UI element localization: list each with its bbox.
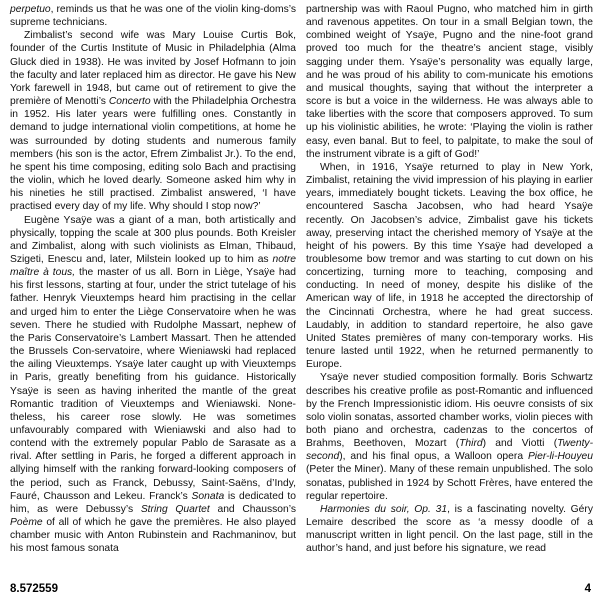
paragraph — [10, 3, 296, 29]
text-run: , reminds us that he was one of the violin king-doms’s supreme technicians. — [10, 4, 296, 29]
text-run: the master of us all. Born in Liège, Ysaÿe had his first lessons, starting at four, under the strict tutelage of his father. Henryk Vieuxtemps heard him practising in the cellar and urged him to enter the Liège Conservatoire when he was seven. There he studied with Rudolphe Massart, nephew of the Paris Conservatoire’s Lambert Massart. Then he attended the Brussels Con-servatoire, where Wieniawski had replaced the ailing Vieuxtemps. Ysaÿe later caught up with Vieuxtemps in Paris, greatly benefiting from his guidance. Historically Ysaÿe is seen as having inherited the mantle of the great Romantic tradition of Vieuxtemps and Wieniawski. None-theless, his career rose slowly. He was sometimes unfavourably compared with Wieniawski and also had to contend with the extremely popular Pablo de Sarasate as a rival. After settling in Paris, he forged a different approach in allying himself with the ranking forward-looking composers of the period, such as Franck, Debussy, Saint-Saëns, d’Indy, Fauré, Chausson and Lekeu. Franck’s — [10, 267, 297, 502]
catalog-number: 8.572559 — [10, 583, 58, 595]
text-run: Eugène Ysaÿe was a giant of a man, both artistically and physically, topping the scale at 300 plus pounds. Both Kreisler and Zimbalist, along with such violinists as Elman, Thibaud, Szigeti, Enescu and, later, Milstein looked up to him as — [10, 214, 296, 265]
italic-text: Pier-li-Houyeu — [527, 451, 593, 463]
page-number: 4 — [584, 583, 591, 595]
text-run: with the Philadelphia Orchestra in 1952. His later years were fulfilling ones. Constantly in demand to judge international violin competitions, at home he was surrounded by doting students and numerous family members (his son is the actor, Efrem Zimbalist Jr.). To the end, he spent his time composing, editing solo Bach and practising the violin, which he loved dearly. Someone asked him why in his nineties he still practised. Zimbalist answered, ‘I have practised every day of my life. Why should I stop now?’ — [10, 96, 296, 213]
italic-text: Sonata — [191, 490, 225, 502]
text-run: , is a fascinating novelty. Géry Lemaire described the score as ‘a messy doodle of a manuscript written in light pencil. On the last page, still in the author’s hand, and just before his signature, we read — [306, 503, 593, 555]
italic-text: Harmonies du soir, Op. 31 — [320, 503, 448, 515]
italic-text: String Quartet — [140, 503, 210, 515]
text-run: partnership was with Raoul Pugno, who matched him in girth and ravenous appetites. On tour in a small Belgian town, the combined weight of Ysaÿe, Pugno and the nine-foot grand proved too much for the theatre’s ancient stage, visibly sagging under them. Ysaÿe’s personality was equally large, and he was proud of his ability to com-municate his emotions and musical thoughts, saying that without the interpreter a score is but a voice in the wilderness. He was always able to take liberties with the score that composers approved. To sum up his violinistic abilities, he wrote: ‘Playing the violin is rather easy, even banal. But to feel, to palpitate, to make the soul of the instrument vibrate is a gift of God!’ — [306, 4, 593, 160]
text-run: Ysaÿe never studied composition formally. Boris Schwartz describes his creative profile as post-Romantic and influenced by the French Impressionistic idiom. His oeuvre consists of six solo violin sonatas, assorted chamber works, violin pieces with both piano and orchestra, cadenzas to the concertos of Brahms, Beethoven, Mozart ( — [306, 372, 593, 450]
italic-text: notre maître à tous, — [10, 253, 296, 279]
text-run: ) and Viotti ( — [482, 438, 558, 450]
right-text-column — [306, 3, 593, 556]
text-run: of all of which he gave the premières. He also played chamber music with Anton Rubinstein and Rachmaninov, but his most famous sonata — [10, 517, 296, 555]
paragraph — [306, 161, 593, 372]
text-run: ), and his final opus, a Walloon opera — [339, 451, 528, 463]
text-run: When, in 1916, Ysaÿe returned to play in New York, Zimbalist, retaining the vivid impression of his playing in earlier years, immediately bought tickets. Leaving the box office, he encountered Sascha Jacobsen, who had heard Ysaÿe recently. On Jacobsen’s advice, Zimbalist gave his tickets away, preserving intact the cherished memory of Ysaÿe at the height of his powers. By this time Ysaÿe had developed a troublesome bow tremor and was starting to cut down on his concertizing, turning more to teaching, composing and conducting. In need of money, despite his dislike of the American way of life, in 1918 he accepted the directorship of the Cincinnati Orchestra, where he had great success. Laudably, in addition to standard repertoire, he also gave United States premières of many con-temporary works. His tenure lasted until 1922, when he returned permanently to Europe. — [306, 161, 593, 371]
paragraph — [306, 503, 593, 556]
italic-text: Third — [459, 438, 483, 450]
italic-text: Twenty-second — [306, 438, 594, 463]
paragraph — [306, 371, 593, 503]
left-text-column — [10, 3, 296, 556]
paragraph — [10, 214, 296, 556]
italic-text: Poème — [10, 517, 43, 529]
text-run: (Peter the Miner). Many of these remain unpublished. The solo sonatas, published in 1924 by Schott Frères, have entered the regular repertoire. — [306, 464, 593, 502]
italic-text: perpetuo — [10, 4, 51, 15]
text-run: Zimbalist’s second wife was Mary Louise Curtis Bok, founder of the Curtis Institute of Music in Philadelphia (Alma Gluck died in 1938). He was invited by Josef Hofmann to join the faculty and later replaced him as director. He gave his New York farewell in 1948, but came out of retirement to give the première of Menotti’s — [10, 30, 296, 108]
text-run: is dedicated to him, as were Debussy’s — [10, 490, 297, 515]
text-run: and Chausson’s — [209, 503, 296, 515]
paragraph — [306, 3, 593, 161]
paragraph — [10, 29, 296, 213]
italic-text: Concerto — [108, 96, 151, 108]
